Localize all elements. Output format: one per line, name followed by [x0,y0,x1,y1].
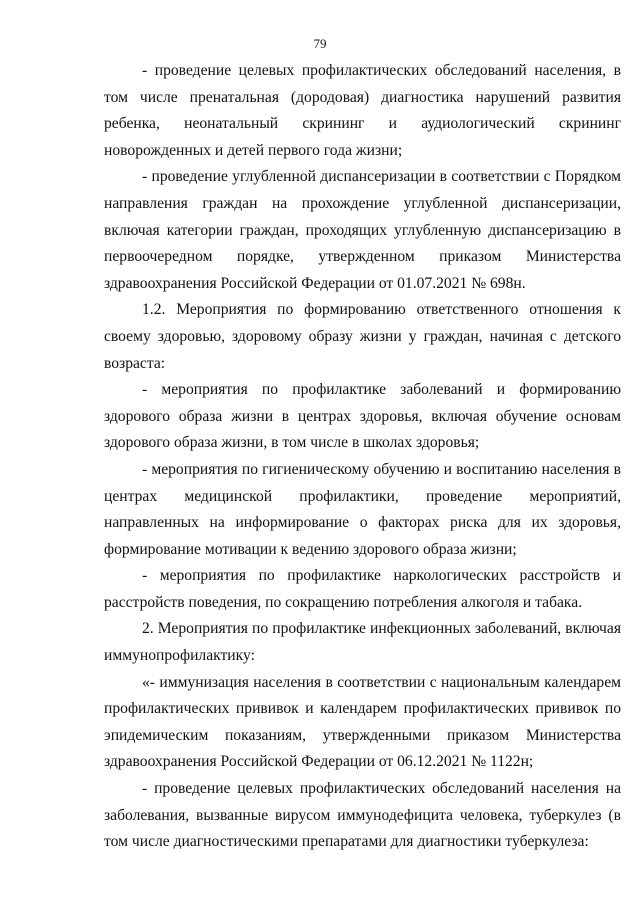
document-body [104,58,621,856]
page-number: 79 [313,36,327,51]
paragraph-immunization: «- иммунизация населения в соответствии с национальным календарем профилактических прививок и календарем профилактических прививок по эпидемическим показаниям, утвержденными приказом Министерства здравоохранения Российской Федерации от 06.12.2021 № 1122н; [104,673,621,771]
paragraph-health-centers: - мероприятия по профилактике заболеваний и формированию здорового образа жизни в центрах здоровья, включая обучение основам здорового образа жизни, в том числе в школах здоровья; [104,381,621,452]
paragraph-in-depth-dispensarization: - проведение углубленной диспансеризации в соответствии с Порядком направления граждан на прохождение углубленной диспансеризации, включая категории граждан, проходящих углубленную диспансеризацию в первоочередном порядке, утвержденном приказом Министерства здравоохранения Российской Федерации от 01.07.2021 № 698н. [104,168,621,292]
paragraph-hiv-tb-screening: - проведение целевых профилактических обследований населения на заболевания, вызванные вирусом иммунодефицита человека, туберкулез (в том числе диагностическими препаратами для диагностики туберкулеза: [104,780,621,851]
paragraph-section-2: 2. Мероприятия по профилактике инфекционных заболеваний, включая иммунопрофилактику: [104,620,621,665]
paragraph-hygienic-education: - мероприятия по гигиеническому обучению и воспитанию населения в центрах медицинской профилактики, проведение мероприятий, направленных на информирование о факторах риска для их здоровья, формирование мотивации к ведению здорового образа жизни; [104,460,621,558]
paragraph-targeted-screening: - проведение целевых профилактических обследований населения, в том числе пренатальная (дородовая) диагностика нарушений развития ребенка, неонатальный скрининг и аудиологический скрининг новорожденных и детей первого года жизни; [104,62,621,159]
paragraph-section-1-2: 1.2. Мероприятия по формированию ответственного отношения к своему здоровью, здоровому образу жизни у граждан, начиная с детского возраста: [104,301,621,372]
paragraph-narcological-prevention: - мероприятия по профилактике наркологических расстройств и расстройств поведения, по сокращению потребления алкоголя и табака. [104,567,621,611]
